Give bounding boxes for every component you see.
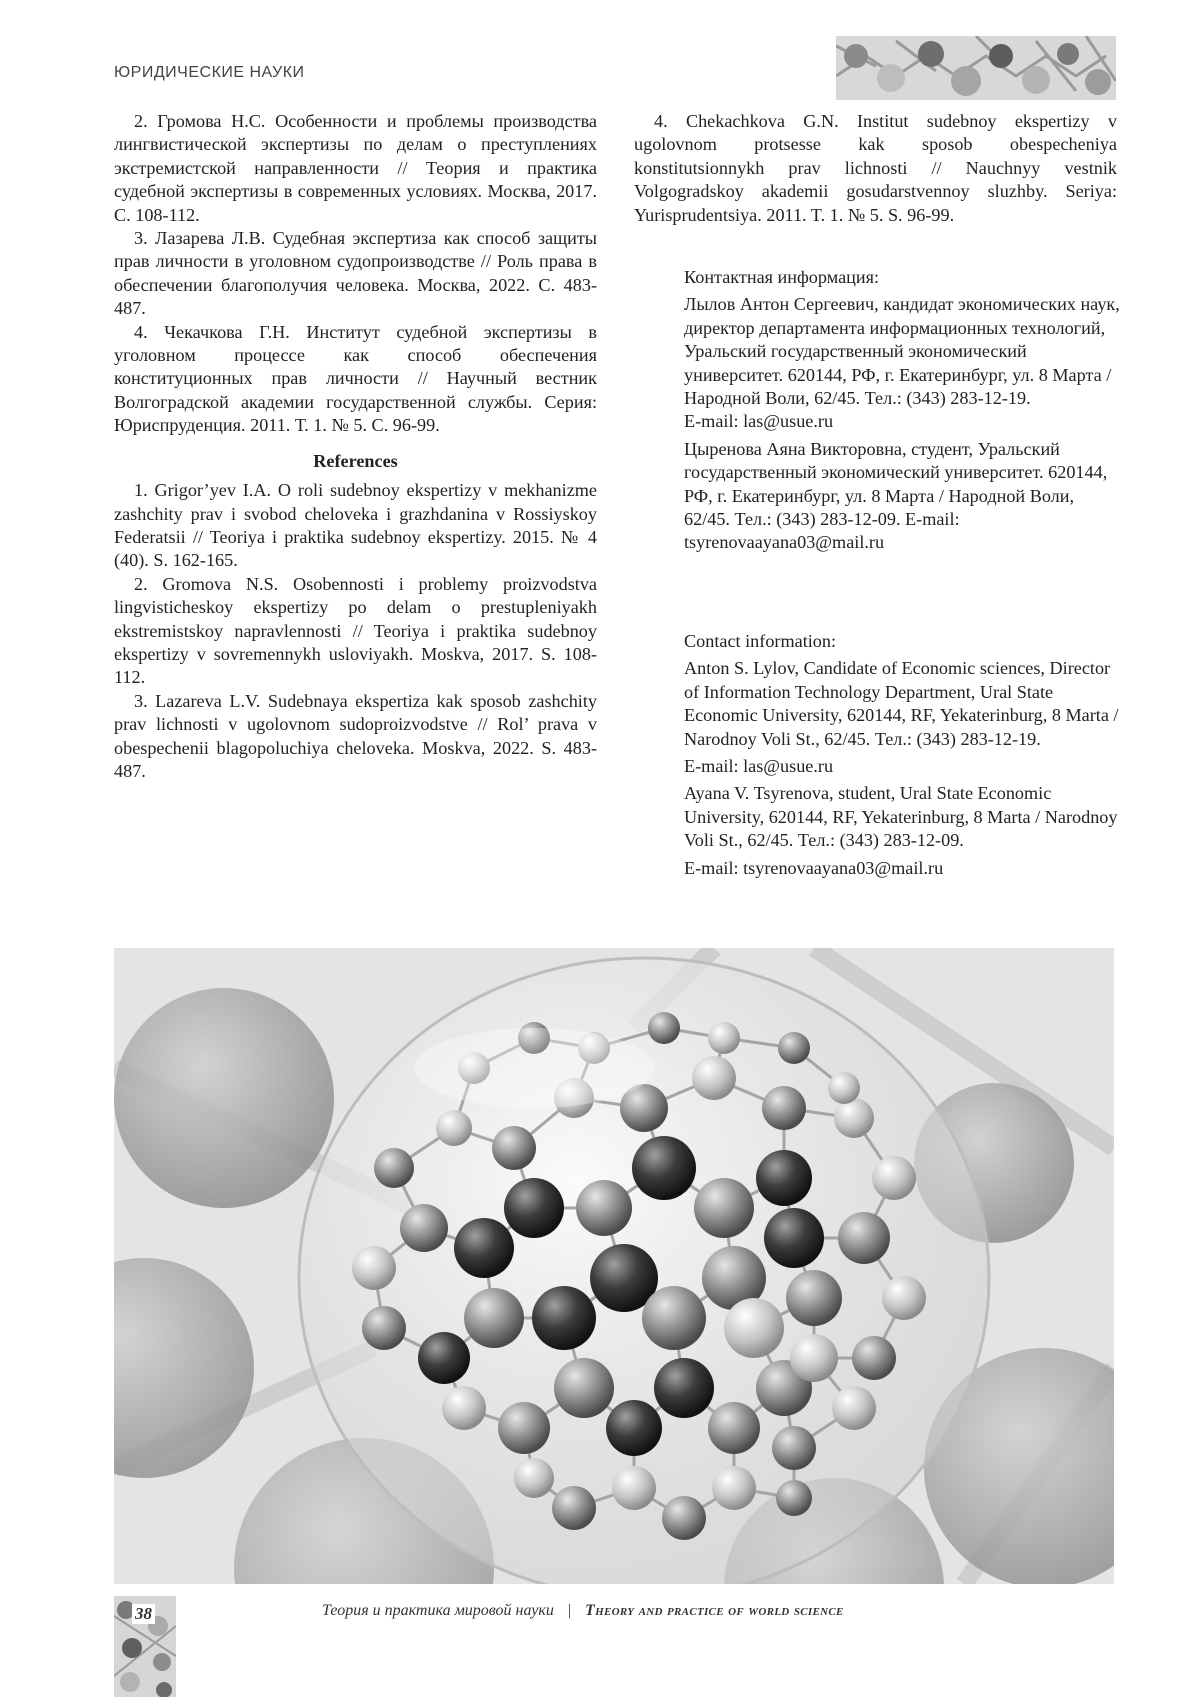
contacts-en [684,630,1120,880]
contacts-en-heading: Contact information: [684,630,1120,653]
ru-reference-3: 3. Лазарева Л.В. Судебная экспертиза как способ защиты прав личности в уголовном судопроизводстве // Роль права в обеспечении благополучия человека. Москва, 2022. С. 483-487. [114,227,597,321]
contacts-ru-heading: Контактная информация: [684,266,1120,289]
fullerene-illustration [114,948,1114,1584]
header-molecule-image [836,36,1116,100]
contacts-ru [684,266,1120,555]
contact-ru-person1: Лылов Антон Сергеевич, кандидат экономических наук, директор департамента информационных технологий, Уральский государственный экономический университет. 620144, РФ, г. Екатеринбург, ул. 8 Марта / Народной Воли, 62/45. Тел.: (343) 283-12-19. [684,293,1120,410]
en-reference-3: 3. Lazareva L.V. Sudebnaya ekspertiza kak sposob zashchity prav lichnosti v ugolovnom sudoproizvodstve // Rol’ prava v obespechenii blagopoluchiya cheloveka. Moskva, 2022. S. 483-487. [114,690,597,784]
en-reference-1: 1. Grigor’yev I.A. O roli sudebnoy ekspertizy v mekhanizme zashchity prav i svobod cheloveka i grazhdanina v Rossiyskoy Federatsii // Teoriya i praktika sudebnoy ekspertizy. 2015. № 4 (40). S. 162-165. [114,479,597,573]
journal-title [322,1602,1122,1620]
right-column [634,110,1117,227]
contact-en-person1: Anton S. Lylov, Candidate of Economic sciences, Director of Information Technology Department, Ural State Economic University, 620144, RF, Yekaterinburg, 8 Marta / Narodnoy Voli St., 62/45. Тел.: (343) 283-12-19. [684,657,1120,751]
contact-en-person2-email: E-mail: tsyrenovaayana03@mail.ru [684,857,1120,880]
contact-en-person1-email: E-mail: las@usue.ru [684,755,1120,778]
journal-title-separator: | [568,1602,571,1619]
ru-reference-2: 2. Громова Н.С. Особенности и проблемы производства лингвистической экспертизы по делам о преступлениях экстремистской направленности // Теория и практика судебной экспертизы в современных условиях. Москва, 2017. С. 108-112. [114,110,597,227]
ru-reference-4: 4. Чекачкова Г.Н. Институт судебной экспертизы в уголовном процессе как способ обеспечения конституционных прав личности // Научный вестник Волгоградской академии государственной службы. Серия: Юриспруденция. 2011. Т. 1. № 5. С. 96-99. [114,321,597,438]
references-heading: References [114,450,597,473]
journal-title-ru: Теория и практика мировой науки [322,1602,554,1619]
contact-ru-person1-email: E-mail: las@usue.ru [684,410,1120,433]
journal-title-en: Theory and practice of world science [585,1602,844,1619]
section-title: ЮРИДИЧЕСКИЕ НАУКИ [114,64,305,82]
contact-en-person2: Ayana V. Tsyrenova, student, Ural State Economic University, 620144, RF, Yekaterinburg, 8 Marta / Narodnoy Voli St., 62/45. Тел.: (343) 283-12-09. [684,782,1120,852]
left-column [114,110,597,783]
en-reference-4: 4. Chekachkova G.N. Institut sudebnoy ekspertizy v ugolovnom protsesse kak sposob obespecheniya konstitutsionnykh prav lichnosti // Nauchnyy vestnik Volgogradskoy akademii gosudarstvennoy sluzhby. Seriya: Yurisprudentsiya. 2011. T. 1. № 5. S. 96-99. [634,110,1117,227]
en-reference-2: 2. Gromova N.S. Osobennosti i problemy proizvodstva lingvisticheskoy ekspertizy po delam o prestupleniyakh ekstremistskoy napravlennosti // Teoriya i praktika sudebnoy ekspertizy v sovremennykh usloviyakh. Moskva, 2017. S. 108-112. [114,573,597,690]
contact-ru-person2: Цыренова Аяна Викторовна, студент, Уральский государственный экономический университет. 620144, РФ, г. Екатеринбург, ул. 8 Марта / Народной Воли, 62/45. Тел.: (343) 283-12-09. E-mail: tsyrenovaayana03@mail.ru [684,438,1120,555]
page-number: 38 [132,1604,155,1624]
